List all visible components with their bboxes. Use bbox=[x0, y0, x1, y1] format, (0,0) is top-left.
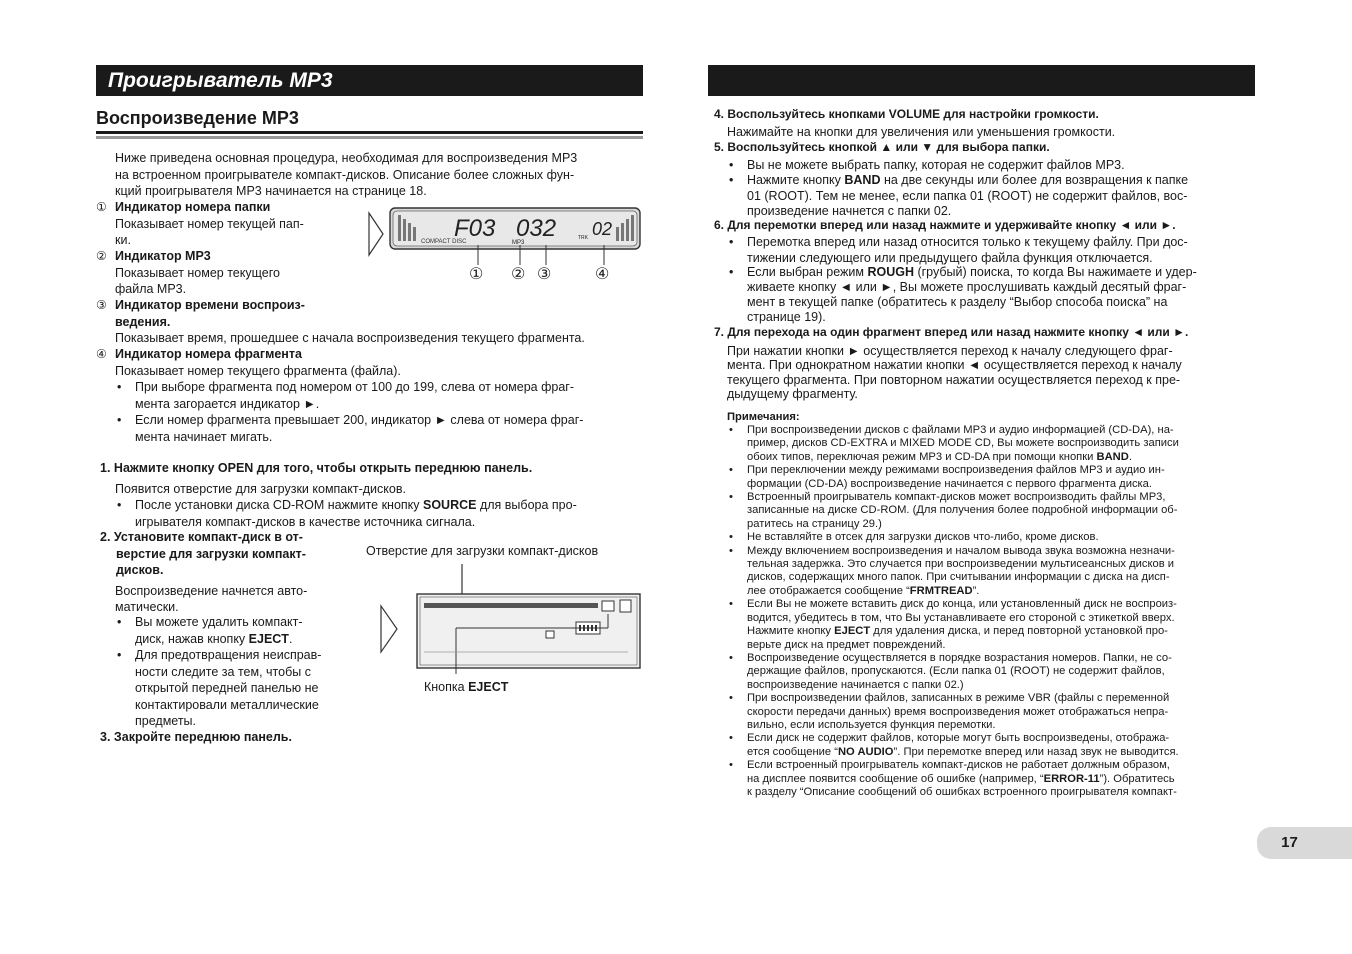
chapter-banner bbox=[96, 65, 643, 96]
step-5-bullet-2: • Нажмите кнопку BAND на две секунды или более для возвращения к папке 01 (ROOT). Тем не менее, если папка 01 (ROOT) не содержит файлов, вос- произведение начнется с папки 02. bbox=[747, 173, 1257, 220]
display-folder: F03 bbox=[454, 215, 496, 242]
chapter-title: Проигрыватель MP3 bbox=[108, 69, 333, 92]
section-rule-thin bbox=[96, 136, 643, 139]
intro-paragraph: Ниже приведена основная процедура, необходимая для воспроизведения MP3 на встроенном проигрывателе компакт-дисков. Описание более сложных фун- кций проигрывателя MP3 начинается на странице 18. bbox=[115, 151, 578, 198]
note-item: • Если диск не содержит файлов, которые могут быть воспроизведены, отобража- ется сообщение “NO AUDIO”. При перемотке вперед или назад звук не выводится. bbox=[747, 732, 1257, 759]
step-5: 5. Воспользуйтесь кнопкой ▲ или ▼ для выбора папки. bbox=[714, 140, 1050, 154]
notes-title: Примечания: bbox=[727, 411, 800, 423]
indicator-4-bullet-1: • При выборе фрагмента под номером от 100 до 199, слева от номера фраг- мента загорается индикатор ►. bbox=[135, 379, 655, 412]
cd-slot-caption: Отверстие для загрузки компакт-дисков bbox=[366, 544, 599, 558]
note-item: • Если Вы не можете вставить диск до конца, или установленный диск не воспроиз- водится, убедитесь в том, что Вы устанавливаете его стороной с этикеткой вверх. Нажмите кнопку EJECT для удаления диска, и перед повторной установкой про- верьте диск на предмет повреждений. bbox=[747, 598, 1257, 652]
step-6-bullet-1: • Перемотка вперед или назад относится только к текущему файлу. При дос- тижении следующего или предыдущего файла функция отключается. bbox=[747, 235, 1257, 266]
step-7: 7. Для перехода на один фрагмент вперед или назад нажмите кнопку ◄ или ►. При нажатии кнопки ► осуществляется переход к началу следующего фраг- мента. При однократном нажатии кнопки ◄ осуществляется переход к началу текущего фрагмента. При повторном нажатии осуществляется переход к пре- дыдущему фрагменту. bbox=[714, 325, 1189, 401]
indicator-4: ④ Индикатор номера фрагмента Показывает номер текущего фрагмента (файла). bbox=[96, 347, 401, 378]
note-item: • Воспроизведение осуществляется в порядке возрастания номеров. Папки, не со- держащие файлов, пропускаются. (Если папка 01 (ROOT) не содержит файлов, воспроизведение начинается с папки 02.) bbox=[747, 652, 1257, 692]
note-item: • При переключении между режимами воспроизведения файлов MP3 и аудио ин- формации (CD-DA) воспроизведение начинается с первого фрагмента диска. bbox=[747, 464, 1257, 491]
indicator-2: ② Индикатор MP3 Показывает номер текущего файла MP3. bbox=[96, 249, 280, 296]
display-illustration bbox=[366, 205, 646, 285]
page-number-tab bbox=[1257, 827, 1352, 859]
step-2: 2. Установите компакт-диск в от- верстие для загрузки компакт- дисков. Воспроизведение начнется авто- матически. bbox=[100, 530, 308, 614]
page-number: 17 bbox=[1281, 834, 1298, 851]
cd-slot-illustration bbox=[378, 562, 644, 674]
step-5-bullet-1: • Вы не можете выбрать папку, которая не содержит файлов MP3. bbox=[747, 157, 1257, 174]
arrow-marker-icon bbox=[381, 606, 397, 652]
section-rule-thick bbox=[96, 131, 643, 134]
display-trk-label: TRK bbox=[578, 235, 588, 241]
note-item: • При воспроизведении дисков с файлами MP3 и аудио информацией (CD-DA), на- пример, дисков CD-EXTRA и MIXED MODE CD, Вы можете воспроизводить записи обоих типов, переключая режим MP3 и CD-DA при помощи кнопки BAND. bbox=[747, 424, 1257, 464]
callout-3: ③ bbox=[537, 266, 552, 283]
note-item: • Встроенный проигрыватель компакт-дисков может воспроизводить файлы MP3, записанные на диске CD-ROM. (Для получения более подробной информации об- ратитесь на страницу 29.) bbox=[747, 491, 1257, 531]
note-item: • Не вставляйте в отсек для загрузки дисков что-либо, кроме дисков. bbox=[747, 531, 1257, 544]
section-title: Воспроизведение MP3 bbox=[96, 108, 299, 128]
note-item: • При воспроизведении файлов, записанных в режиме VBR (файлы с переменной скорости передачи данных) время воспроизведения может отображаться непра- вильно, если используется функция перемотки. bbox=[747, 692, 1257, 732]
display-track: 02 bbox=[592, 219, 613, 239]
display-mp3-label: MP3 bbox=[512, 240, 525, 246]
eject-caption: Кнопка EJECT bbox=[424, 680, 509, 694]
note-item: • Если встроенный проигрыватель компакт-дисков не работает должным образом, на дисплее появится сообщение об ошибке (например, “ERROR-11”). Обратитесь к разделу “Описание сообщений об ошибках встроенного проигрывателя компакт- bbox=[747, 759, 1257, 799]
step-2-bullet-2: • Для предотвращения неисправ- ности следите за тем, чтобы с открытой передней панелью не контактировали металлические предметы. bbox=[135, 647, 365, 730]
cd-slot bbox=[424, 603, 598, 608]
callout-2: ② bbox=[511, 266, 526, 283]
step-3: 3. Закройте переднюю панель. bbox=[100, 730, 292, 744]
display-logo: COMPACT DISC bbox=[421, 239, 467, 245]
eject-button-icon bbox=[602, 601, 614, 611]
right-banner bbox=[708, 65, 1255, 96]
notes-list bbox=[747, 424, 1257, 799]
indicator-3: ③ Индикатор времени воспроиз- ведения. Показывает время, прошедшее с начала воспроизведения текущего фрагмента. bbox=[96, 298, 585, 345]
note-item: • Между включением воспроизведения и началом вывода звука возможна незначи- тельная задержка. Это случается при воспроизведении мультисеансных дисков и дисков, содержащих много папок. При считывании информации с диска на дисп- лее отображается сообщение “FRMTREAD”. bbox=[747, 545, 1257, 599]
display-time: 032 bbox=[516, 215, 557, 242]
step-1: 1. Нажмите кнопку OPEN для того, чтобы открыть переднюю панель. Появится отверстие для загрузки компакт-дисков. bbox=[100, 461, 533, 496]
arrow-marker-icon bbox=[369, 213, 383, 255]
callout-1: ① bbox=[469, 266, 484, 283]
callout-4: ④ bbox=[595, 266, 610, 283]
step-1-bullet: • После установки диска CD-ROM нажмите кнопку SOURCE для выбора про- игрывателя компакт-дисков в качестве источника сигнала. bbox=[135, 497, 655, 530]
step-6: 6. Для перемотки вперед или назад нажмите и удерживайте кнопку ◄ или ►. bbox=[714, 218, 1176, 232]
step-4: 4. Воспользуйтесь кнопками VOLUME для настройки громкости. Нажимайте на кнопки для увеличения или уменьшения громкости. bbox=[714, 107, 1116, 139]
step-2-bullet-1: • Вы можете удалить компакт- диск, нажав кнопку EJECT. bbox=[135, 614, 365, 647]
step-6-bullet-2: • Если выбран режим ROUGH (грубый) поиска, то когда Вы нажимаете и удер- живаете кнопку ◄ или ►, Вы можете прослушивать каждый десятый фраг- мент в текущей папке (обратитесь к разделу “Выбор способа поиска” на странице 19). bbox=[747, 265, 1257, 325]
indicator-4-bullet-2: • Если номер фрагмента превышает 200, индикатор ► слева от номера фраг- мента начинает мигать. bbox=[135, 412, 655, 445]
indicator-1: ① Индикатор номера папки Показывает номер текущей пап- ки. bbox=[96, 200, 304, 247]
